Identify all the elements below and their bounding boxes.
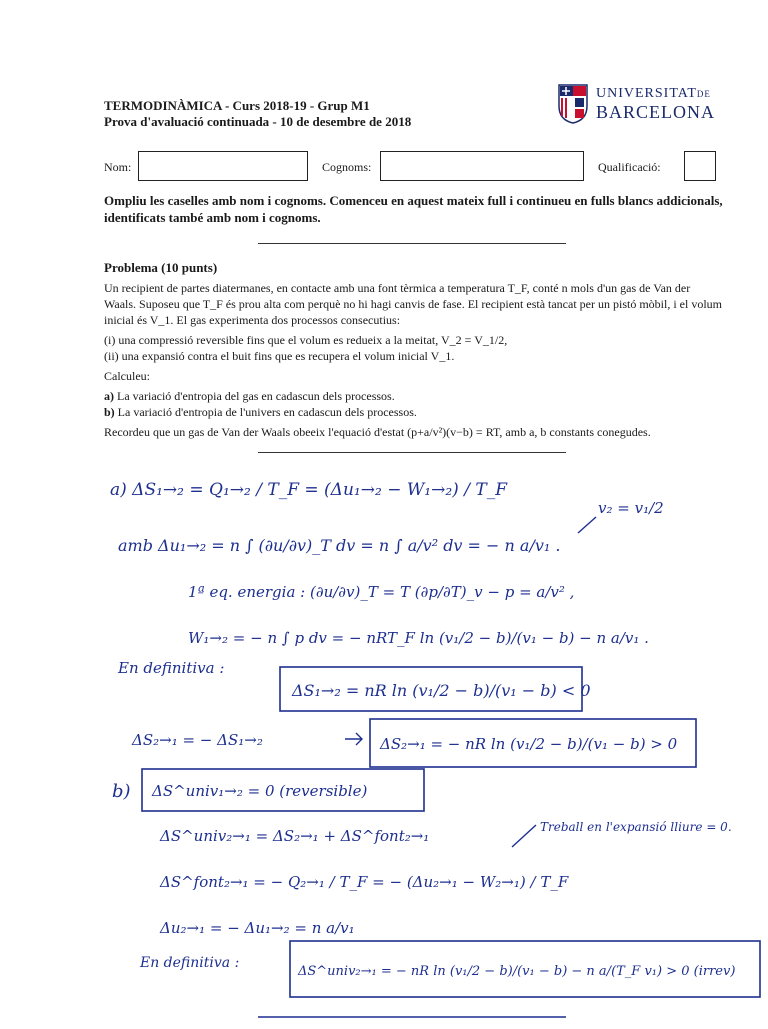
hw-line-3: 1ª eq. energia : (∂u/∂v)_T = T (∂p/∂T)_v − p = a/v² ,	[188, 583, 575, 601]
problem-intro: Un recipient de partes diatermanes, en contacte amb una font tèrmica a temperatura T_F, conté n mols d'un gas de Van der Waals. Suposeu que T_F és prou alta com perquè no hi hagi canvis de fase. El recipient està tancat per un pistó mòbil, i el volum inicial és V_1. El gas experimenta dos processos consecutius:	[104, 281, 722, 327]
university-shield-icon	[558, 84, 588, 124]
handwritten-solution	[0, 455, 768, 1024]
problem-calculeu: Calculeu:	[104, 369, 150, 383]
cognoms-label: Cognoms:	[322, 160, 372, 174]
nom-field[interactable]	[138, 151, 308, 181]
hw-line-2: amb Δu₁→₂ = n ∫ (∂u/∂v)_T dv = n ∫ a/v² dv = − n a/v₁ .	[118, 536, 561, 555]
hw-label-definitiva-1: En definitiva :	[118, 659, 225, 677]
divider	[258, 243, 566, 244]
qualificacio-field[interactable]	[684, 151, 716, 181]
hw-label-b: b)	[112, 781, 131, 802]
exam-subtitle: Prova d'avaluació continuada - 10 de desembre de 2018	[104, 114, 412, 129]
problem-step-ii: (ii) una expansió contra el buit fins que es recupera el volum inicial V_1.	[104, 349, 455, 363]
course-title: TERMODINÀMICA - Curs 2018-19 - Grup M1	[104, 98, 370, 113]
problem-step-i: (i) una compressió reversible fins que el volum es redueix a la meitat, V_2 = V_1/2,	[104, 333, 508, 347]
exam-header	[104, 98, 411, 130]
problem-item-a: a) La variació d'entropia del gas en cadascun dels processos.	[104, 389, 395, 403]
problem-item-b: b) La variació d'entropia de l'univers en cadascun dels processos.	[104, 405, 417, 419]
hw-implies-arrow	[345, 733, 362, 745]
hw-arrow-2	[512, 825, 536, 847]
hw-line-7: ΔS^univ₁→₂ = 0 (reversible)	[152, 782, 368, 800]
hw-line-1: a) ΔS₁→₂ = Q₁→₂ / T_F = (Δu₁→₂ − W₁→₂) / T_F	[110, 480, 507, 500]
hw-line-10: Δu₂→₁ = − Δu₁→₂ = n a/v₁	[160, 919, 355, 937]
university-logo	[558, 84, 716, 130]
hw-line-8: ΔS^univ₂→₁ = ΔS₂→₁ + ΔS^font₂→₁	[160, 827, 430, 845]
hw-line-6-left: ΔS₂→₁ = − ΔS₁→₂	[132, 731, 263, 749]
nom-label: Nom:	[104, 160, 132, 174]
hw-line-9: ΔS^font₂→₁ = − Q₂→₁ / T_F = − (Δu₂→₁ − W₂→₁) / T_F	[160, 873, 569, 891]
hw-note-treball: Treball en l'expansió lliure = 0.	[540, 820, 732, 834]
qualificacio-label: Qualificació:	[598, 160, 661, 174]
problem-title: Problema (10 punts)	[104, 260, 218, 275]
logo-text-de: DE	[696, 89, 711, 99]
hw-line-4: W₁→₂ = − n ∫ p dv = − nRT_F ln (v₁/2 − b)/(v₁ − b) − n a/v₁ .	[188, 629, 649, 647]
logo-text-top: UNIVERSITAT	[596, 86, 697, 101]
instructions-text: Ompliu les caselles amb nom i cognoms. Comenceu en aquest mateix full i continueu en fulls blancs addicionals, identificats també amb nom i cognoms.	[104, 193, 723, 225]
hw-line-11: ΔS^univ₂→₁ = − nR ln (v₁/2 − b)/(v₁ − b) − n a/(T_F v₁) > 0 (irrev)	[298, 964, 736, 979]
hw-note-v2: v₂ = v₁/2	[598, 499, 664, 517]
hw-line-5: ΔS₁→₂ = nR ln (v₁/2 − b)/(v₁ − b) < 0	[292, 681, 591, 700]
cognoms-field[interactable]	[380, 151, 584, 181]
hw-arrow	[578, 517, 596, 533]
logo-text-bottom: BARCELONA	[596, 102, 716, 122]
problem-recordeu: Recordeu que un gas de Van der Waals obeeix l'equació d'estat (p+a/v²)(v−b) = RT, amb a, b constants conegudes.	[104, 425, 651, 439]
divider	[258, 452, 566, 453]
hw-label-definitiva-2: En definitiva :	[140, 955, 240, 971]
handwritten-svg	[0, 455, 768, 1024]
hw-line-6: ΔS₂→₁ = − nR ln (v₁/2 − b)/(v₁ − b) > 0	[380, 735, 678, 753]
problem-statement	[104, 280, 724, 444]
